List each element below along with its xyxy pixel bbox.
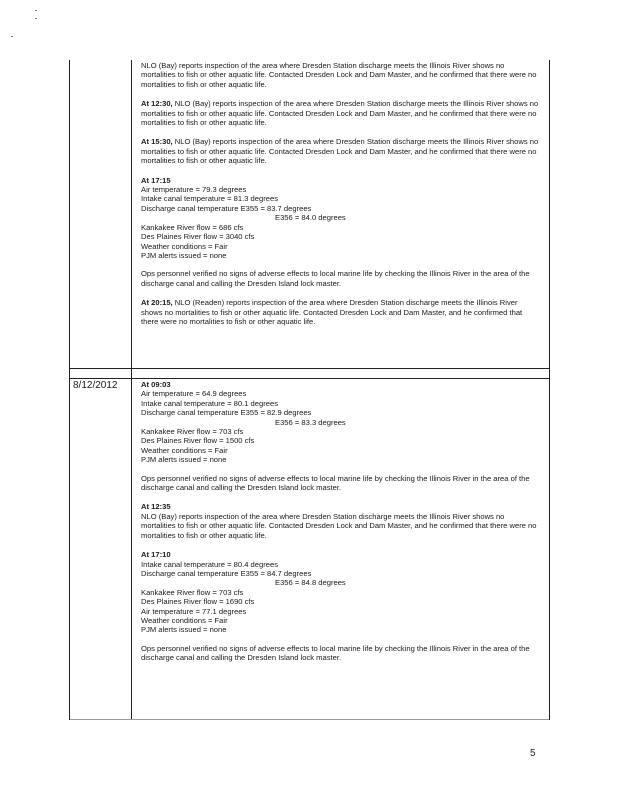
reading-line: Discharge canal temperature E355 = 83.7 degrees bbox=[141, 203, 312, 213]
reading-line: Air temperature = 79.3 degrees bbox=[141, 185, 247, 195]
ops-note: Ops personnel verified no signs of adverse effects to local marine life by checking the Illinois River in the area of the discharge canal and calling the Dresden Island lock master. bbox=[141, 643, 530, 663]
row-divider-bottom bbox=[69, 378, 550, 379]
reading-line: E356 = 84.8 degrees bbox=[275, 578, 346, 588]
reading-line: Intake canal temperature = 81.3 degrees bbox=[141, 194, 278, 204]
entry-time: At 15:30, bbox=[141, 137, 173, 147]
row-divider-top bbox=[69, 368, 550, 369]
reading-time: At 09:03 bbox=[141, 380, 171, 389]
ops-note: Ops personnel verified no signs of adverse effects to local marine life by checking the Illinois River in the area of the discharge canal and calling the Dresden Island lock master. bbox=[141, 269, 530, 288]
entry-text: NLO (Bay) reports inspection of the area where Dresden Station discharge meets the Illinois River shows no mortalities to fish or other aquatic life. Contacted Dresden Lock and Dam Master, and he confirmed that there were no mortalities to fish or other aquatic life. bbox=[141, 99, 539, 128]
reading-line: Air temperature = 64.9 degrees bbox=[141, 389, 247, 399]
reading-block bbox=[141, 176, 541, 261]
page-number: 5 bbox=[530, 748, 536, 759]
entry-text: NLO (Bay) reports inspection of the area where Dresden Station discharge meets the Illinois River shows no mortalities to fish or other aquatic life. Contacted Dresden Lock and Dam Master, and he confirmed that there were no mortalities to fish or other aquatic life. bbox=[141, 511, 537, 540]
reading-block bbox=[141, 550, 541, 635]
reading-line: Discharge canal temperature E355 = 84.7 degrees bbox=[141, 568, 312, 578]
reading-line: Air temperature = 77.1 degrees bbox=[141, 606, 247, 616]
reading-line: Discharge canal temperature E355 = 82.9 degrees bbox=[141, 408, 312, 418]
log-entries-day bbox=[141, 380, 541, 673]
reading-line: Intake canal temperature = 80.4 degrees bbox=[141, 559, 278, 569]
reading-line: Kankakee River flow = 686 cfs bbox=[141, 222, 244, 232]
entry-date: 8/12/2012 bbox=[73, 380, 118, 391]
reading-line: Des Plaines River flow = 3040 cfs bbox=[141, 232, 255, 242]
table-right-border bbox=[549, 60, 550, 720]
reading-line: Des Plaines River flow = 1500 cfs bbox=[141, 436, 255, 446]
reading-line: PJM alerts issued = none bbox=[141, 625, 227, 635]
log-entries-previous-day bbox=[141, 61, 541, 336]
reading-line: E356 = 83.3 degrees bbox=[275, 417, 346, 427]
scan-mark bbox=[35, 10, 37, 11]
entry-time: At 12:35 bbox=[141, 502, 171, 512]
reading-line: E356 = 84.0 degrees bbox=[275, 213, 346, 223]
log-entry bbox=[141, 137, 541, 165]
reading-line: Kankakee River flow = 703 cfs bbox=[141, 587, 244, 597]
table-bottom-border bbox=[70, 719, 549, 720]
entry-text: NLO (Readen) reports inspection of the area where Dresden Station discharge meets the Illinois River shows no mortalities to fish or other aquatic life. Contacted Dresden Lock and Dam Master, and he confirmed that there were no mortalities to fish or other aquatic life. bbox=[141, 298, 523, 326]
entry-text: NLO (Bay) reports inspection of the area where Dresden Station discharge meets the Illinois River shows no mortalities to fish or other aquatic life. Contacted Dresden Lock and Dam Master, and he confirmed that there were no mortalities to fish or other aquatic life. bbox=[141, 61, 537, 89]
reading-line: Intake canal temperature = 80.1 degrees bbox=[141, 398, 278, 408]
entry-time: At 12:30, bbox=[141, 99, 173, 109]
reading-time: At 17:10 bbox=[141, 550, 171, 560]
log-entry bbox=[141, 502, 541, 540]
entry-time: At 20:15, bbox=[141, 298, 173, 308]
table-left-border bbox=[69, 60, 70, 720]
reading-line: Weather conditions = Fair bbox=[141, 615, 228, 625]
reading-line: Kankakee River flow = 703 cfs bbox=[141, 427, 244, 437]
scan-mark bbox=[35, 18, 37, 19]
reading-block bbox=[141, 380, 541, 465]
entry-text: NLO (Bay) reports inspection of the area where Dresden Station discharge meets the Illinois River shows no mortalities to fish or other aquatic life. Contacted Dresden Lock and Dam Master, and he confirmed that there were no mortalities to fish or other aquatic life. bbox=[141, 137, 539, 166]
scan-mark bbox=[11, 36, 13, 37]
reading-line: PJM alerts issued = none bbox=[141, 455, 227, 465]
reading-line: PJM alerts issued = none bbox=[141, 250, 227, 260]
log-entry bbox=[141, 298, 541, 326]
reading-line: Weather conditions = Fair bbox=[141, 241, 228, 251]
reading-time: At 17:15 bbox=[141, 175, 171, 185]
log-entry bbox=[141, 61, 541, 89]
log-entry bbox=[141, 99, 541, 127]
reading-line: Weather conditions = Fair bbox=[141, 445, 228, 455]
ops-note: Ops personnel verified no signs of adverse effects to local marine life by checking the Illinois River in the area of the discharge canal and calling the Dresden Island lock master. bbox=[141, 473, 530, 493]
reading-line: Des Plaines River flow = 1690 cfs bbox=[141, 597, 255, 607]
